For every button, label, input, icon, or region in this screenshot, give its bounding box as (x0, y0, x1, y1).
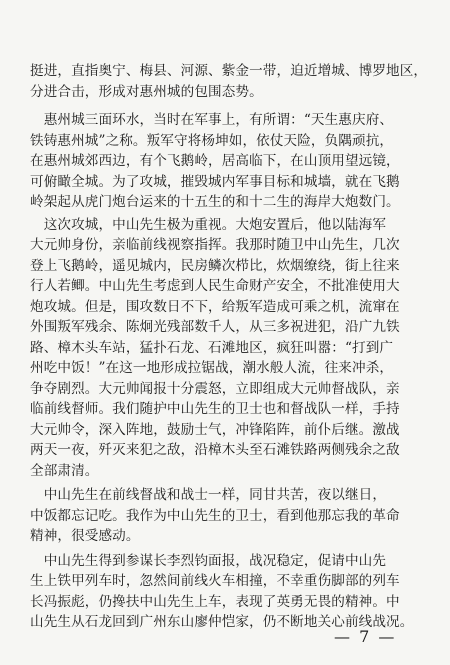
paragraph-3 (30, 215, 427, 482)
text-line: 分进合击，形成对惠州城的包围态势。 (30, 83, 263, 100)
text-line: 惠州城三面环水，当时在军事上，有所谓：“天生惠庆府、 (30, 112, 394, 128)
text-line: 岭架起从虎门炮台运来的十五生的和十二生的海岸大炮数门。 (30, 194, 400, 210)
text-line: 中山先生在前线督战和战士一样，同甘共苦，夜以继日， (30, 487, 387, 503)
text-line: 路、樟木头车站，猛扑石龙、石滩地区，疯狂叫嚣：“打到广 (30, 339, 394, 356)
text-line: 大元帅令，深入阵地，鼓励士气，冲锋陷阵，前仆后继。激战 (30, 421, 400, 438)
page-number: — 7 — (334, 627, 397, 646)
text-line: 炮攻城。但是，围攻数日不下，给叛军造成可乘之机，流窜在 (30, 298, 400, 315)
text-line: 争夺剧烈。大元帅闻报十分震怒，立即组成大元帅督战队，亲 (30, 380, 400, 397)
text-line: 全部肃清。 (30, 462, 99, 479)
text-line: 登上飞鹅岭，遥见城内，民房鳞次栉比，炊烟缭绕，街上往来 (30, 257, 400, 274)
text-line: 行人若鲫。中山先生考虑到人民生命财产安全，不批准使用大 (30, 278, 400, 294)
text-line: 挺进，直指奥宁、梅县、河源、紫金一带，迫近增城、博罗地区， (30, 63, 428, 79)
text-line: 中山先生得到参谋长李烈钧面报，战况稳定，促请中山先 (30, 552, 387, 569)
text-line: 长冯振彪，仍搀扶中山先生上车，表现了英勇无畏的精神。中 (30, 593, 400, 610)
text-line: 大元帅身份，亲临前线视察指挥。我那时随卫中山先生，几次 (30, 237, 400, 253)
text-line: 精神，很受感动。 (30, 528, 140, 544)
body-text (30, 61, 427, 633)
paragraph-4 (30, 485, 427, 547)
text-line: 可俯瞰全城。为了攻城，摧毁城内军事目标和城墙，就在飞鹅 (30, 173, 400, 190)
text-line: 临前线督师。我们随护中山先生的卫士也和督战队一样，手持 (30, 401, 400, 417)
paragraph-1 (30, 61, 427, 102)
text-line: 外围叛军残余、陈炯光残部数千人，从三多祝进犯，沿广九铁 (30, 319, 400, 335)
text-line: 州吃中饭！”在这一地形成拉锯战，潮水般人流，往来冲杀， (30, 360, 394, 376)
paragraph-5 (30, 551, 427, 633)
paragraph-2 (30, 110, 427, 213)
text-line: 这次攻城，中山先生极为重视。大炮安置后，他以陆海军 (30, 216, 387, 233)
text-line: 中饭都忘记吃。我作为中山先生的卫士，看到他那忘我的革命 (30, 507, 400, 524)
text-line: 两天一夜，歼灭来犯之敌，沿樟木头至石滩铁路两侧残余之敌 (30, 442, 400, 458)
text-line: 在惠州城郊西边，有个飞鹅岭，居高临下，在山顶用望远镜， (30, 153, 400, 169)
text-line: 生上铁甲列车时，忽然间前线火车相撞，不幸重伤脚部的列车 (30, 573, 400, 589)
text-line: 山先生从石龙回到广州东山廖仲恺家，仍不断地关心前线战况。 (30, 614, 414, 630)
text-line: 铁铸惠州城”之称。叛军守将杨坤如，依仗天险，负隅顽抗， (30, 132, 394, 149)
